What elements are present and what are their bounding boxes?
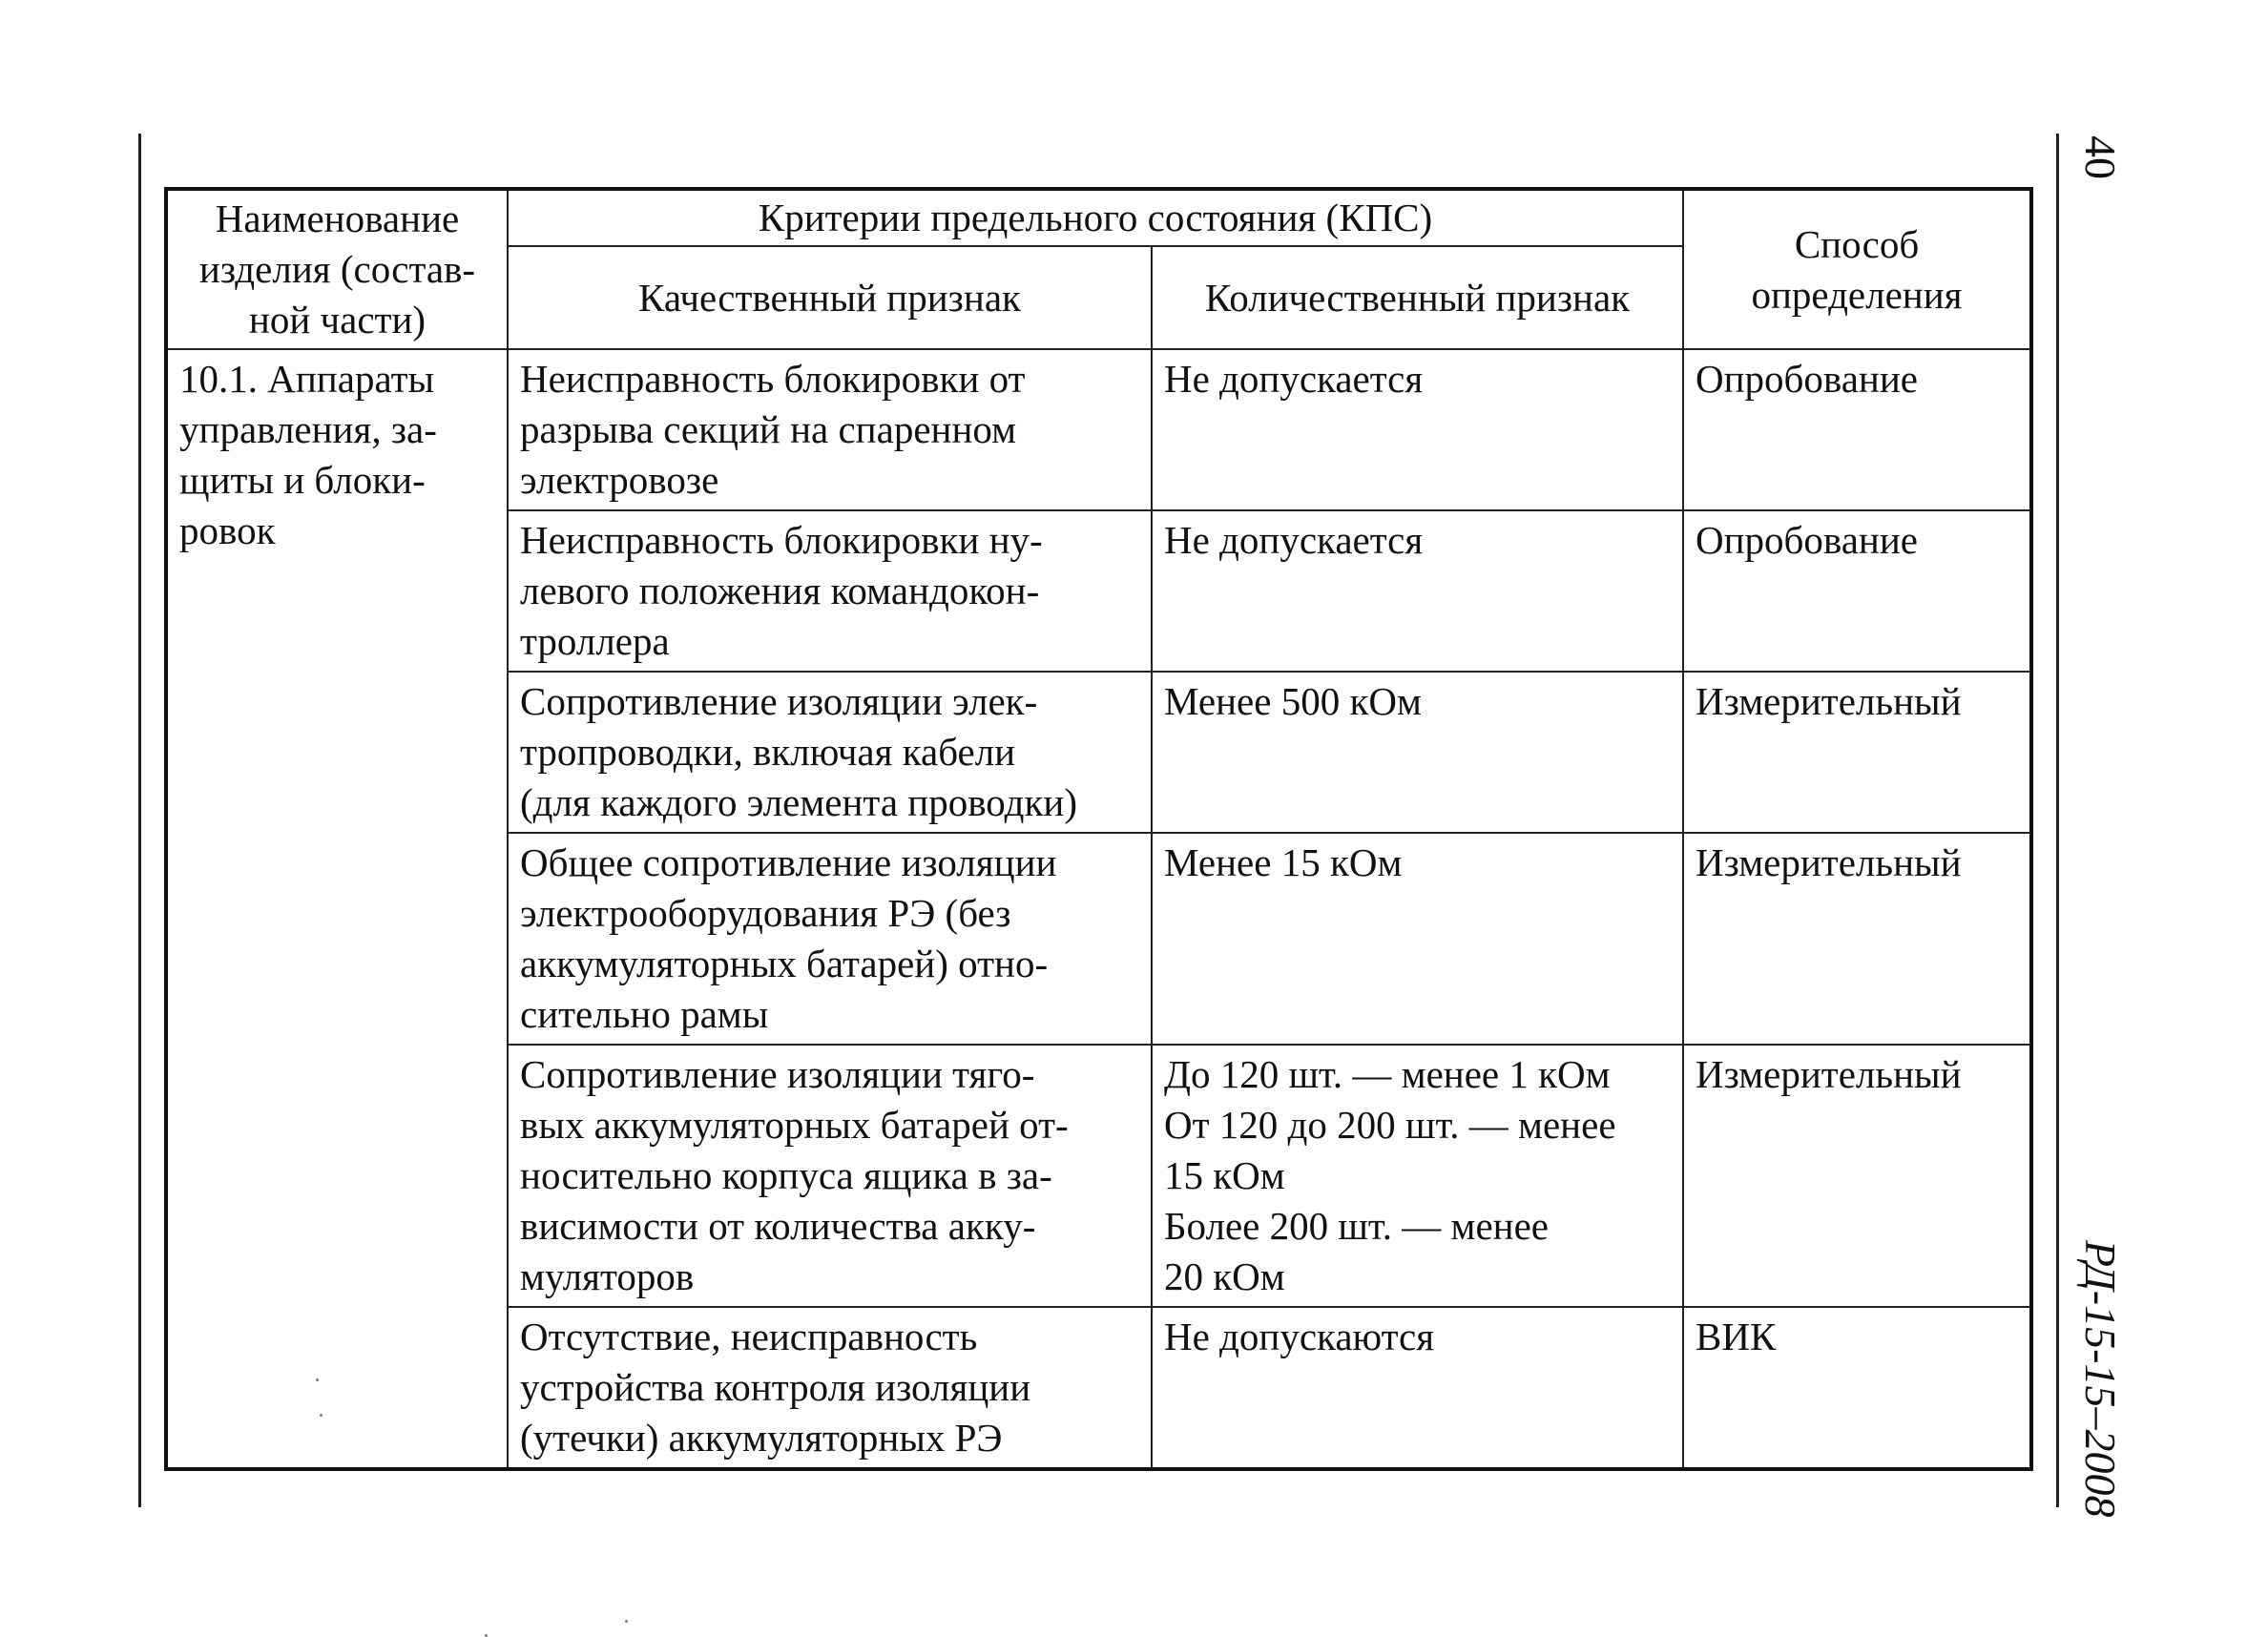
quantitative-cell: Не допускается bbox=[1152, 349, 1683, 510]
method-cell: ВИК bbox=[1683, 1307, 2031, 1469]
header-row-top bbox=[166, 189, 2031, 246]
table-row bbox=[166, 349, 2031, 510]
right-margin-rule bbox=[2056, 134, 2059, 1507]
header-criteria: Критерии предельного состояния (КПС) bbox=[508, 189, 1683, 246]
page-number: 40 bbox=[2076, 135, 2125, 179]
header-qualitative: Качественный признак bbox=[508, 246, 1152, 349]
qualitative-cell: Неисправность блокировки ну- левого положения командокон- троллера bbox=[508, 510, 1152, 672]
method-cell: Опробование bbox=[1683, 510, 2031, 672]
header-quantitative: Количественный признак bbox=[1152, 246, 1683, 349]
quantitative-cell: Не допускается bbox=[1152, 510, 1683, 672]
qualitative-cell: Общее сопротивление изоляции электрооборудования РЭ (без аккумуляторных батарей) отно- сительно рамы bbox=[508, 833, 1152, 1045]
group-name-cell: 10.1. Аппараты управления, за- щиты и блоки- ровок bbox=[166, 349, 508, 1469]
quantitative-cell: Менее 500 кОм bbox=[1152, 672, 1683, 833]
quantitative-cell: Менее 15 кОм bbox=[1152, 833, 1683, 1045]
qualitative-cell: Отсутствие, неисправность устройства контроля изоляции (утечки) аккумуляторных РЭ bbox=[508, 1307, 1152, 1469]
method-cell: Измерительный bbox=[1683, 672, 2031, 833]
method-cell: Измерительный bbox=[1683, 833, 2031, 1045]
scan-speck bbox=[316, 1378, 319, 1381]
qualitative-cell: Сопротивление изоляции элек- тропроводки, включая кабели (для каждого элемента проводки) bbox=[508, 672, 1152, 833]
scan-speck bbox=[625, 1620, 628, 1623]
qualitative-cell: Сопротивление изоляции тяго- вых аккумуляторных батарей от- носительно корпуса ящика в за- висимости от количества акку- муляторов bbox=[508, 1045, 1152, 1307]
limit-state-criteria-table bbox=[164, 187, 2033, 1471]
method-cell: Измерительный bbox=[1683, 1045, 2031, 1307]
scan-speck bbox=[320, 1414, 323, 1417]
quantitative-cell: Не допускаются bbox=[1152, 1307, 1683, 1469]
header-item-name: Наименование изделия (состав- ной части) bbox=[166, 189, 508, 349]
qualitative-cell: Неисправность блокировки от разрыва секций на спаренном электровозе bbox=[508, 349, 1152, 510]
quantitative-cell: До 120 шт. — менее 1 кОм От 120 до 200 шт. — менее 15 кОм Более 200 шт. — менее 20 кОм bbox=[1152, 1045, 1683, 1307]
method-cell: Опробование bbox=[1683, 349, 2031, 510]
document-code: РД-15-15–2008 bbox=[2076, 1240, 2125, 1518]
header-method: Способ определения bbox=[1683, 189, 2031, 349]
left-margin-rule bbox=[138, 134, 141, 1507]
